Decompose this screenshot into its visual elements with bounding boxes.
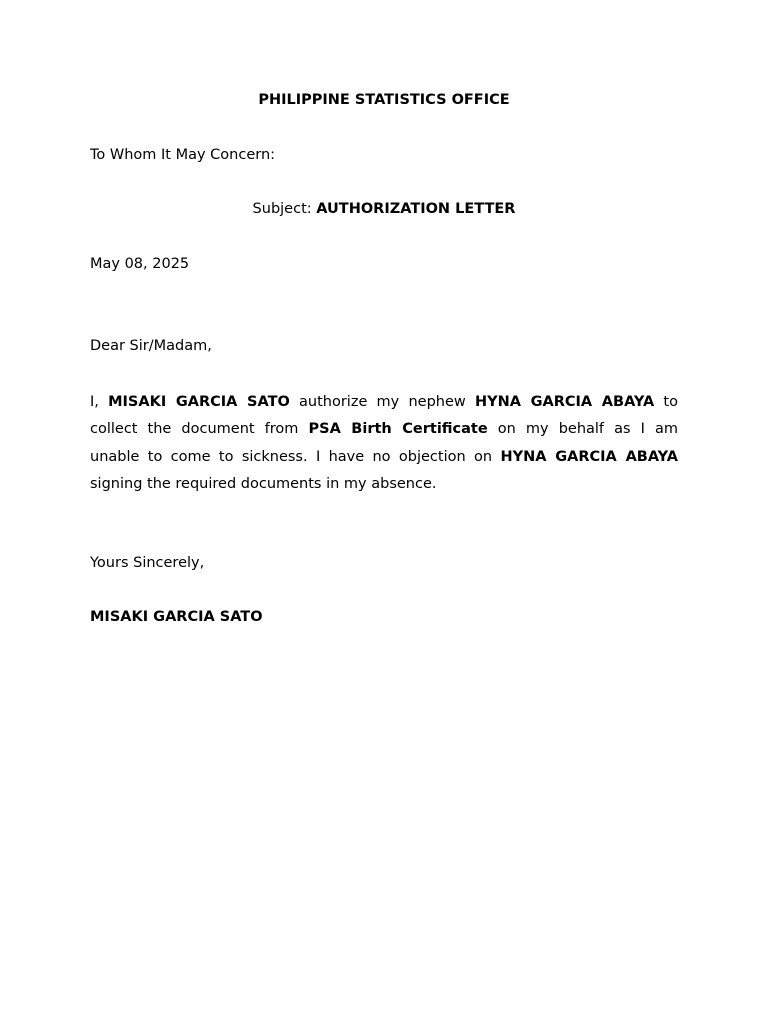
subject-value: AUTHORIZATION LETTER bbox=[316, 201, 516, 217]
letter-date: May 08, 2025 bbox=[90, 256, 190, 272]
body-text-fragment: authorize my nephew bbox=[289, 394, 475, 410]
letter-body bbox=[90, 389, 678, 498]
body-line-2 bbox=[90, 416, 678, 443]
body-text-fragment: on my behalf as I am bbox=[487, 421, 678, 438]
greeting: Dear Sir/Madam, bbox=[90, 338, 212, 354]
closing: Yours Sincerely, bbox=[90, 555, 205, 571]
nephew-name: HYNA GARCIA ABAYA bbox=[500, 448, 679, 465]
subject-label: Subject: bbox=[252, 201, 317, 217]
body-line-3 bbox=[90, 444, 678, 471]
body-text-fragment: collect the document from bbox=[90, 421, 309, 438]
body-text-fragment: unable to come to sickness. I have no objection on bbox=[90, 448, 501, 465]
document-name: PSA Birth Certificate bbox=[308, 421, 488, 438]
nephew-name: HYNA GARCIA ABAYA bbox=[474, 394, 655, 410]
body-line-4: signing the required documents in my absence. bbox=[90, 475, 437, 492]
salutation: To Whom It May Concern: bbox=[90, 147, 276, 163]
body-line-1 bbox=[90, 389, 678, 416]
author-name: MISAKI GARCIA SATO bbox=[108, 394, 290, 410]
body-text-fragment: I, bbox=[90, 394, 109, 410]
signature-name: MISAKI GARCIA SATO bbox=[90, 609, 263, 625]
subject-line bbox=[90, 201, 678, 217]
office-heading: PHILIPPINE STATISTICS OFFICE bbox=[258, 92, 510, 108]
body-text-fragment: to bbox=[654, 394, 678, 410]
